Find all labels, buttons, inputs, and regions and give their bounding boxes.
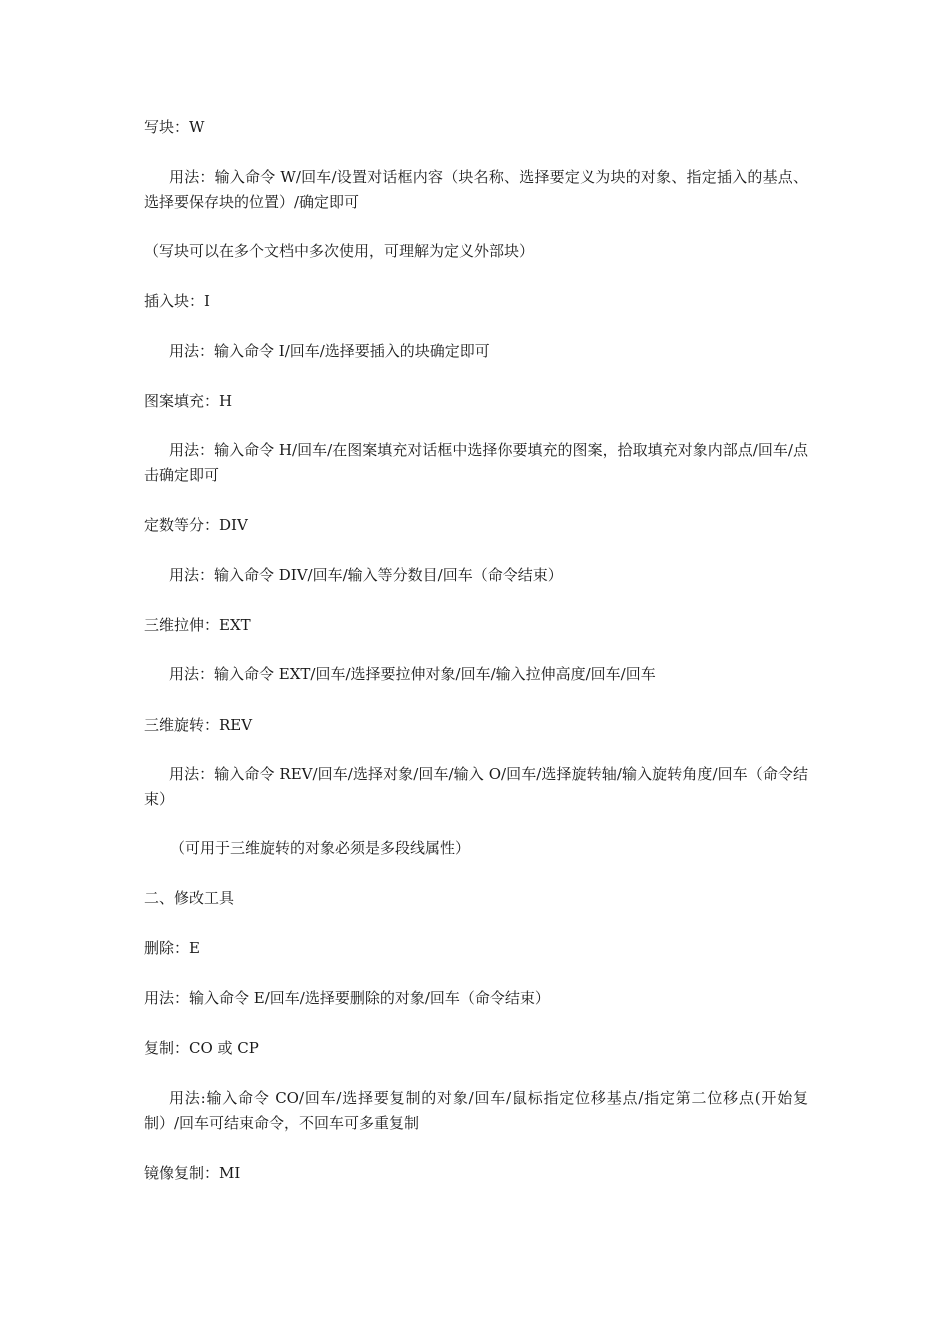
heading-hatch: 图案填充：H (144, 392, 233, 410)
usage-copy: 用法:输入命令 CO/回车/选择要复制的对象/回车/鼠标指定位移基点/指定第二位移点(开始复制）/回车可结束命令，不回车可多重复制 (144, 1089, 808, 1132)
usage-write-block: 用法：输入命令 W/回车/设置对话框内容（块名称、选择要定义为块的对象、指定插入的基点、选择要保存块的位置）/确定即可 (144, 168, 808, 211)
heading-mirror: 镜像复制：MI (144, 1164, 241, 1182)
note-write-block: （写块可以在多个文档中多次使用，可理解为定义外部块） (144, 242, 535, 260)
usage-divide: 用法：输入命令 DIV/回车/输入等分数目/回车（命令结束） (169, 566, 563, 584)
heading-write-block: 写块：W (144, 118, 205, 136)
heading-revolve: 三维旋转：REV (144, 716, 253, 734)
note-revolve: （可用于三维旋转的对象必须是多段线属性） (170, 839, 471, 857)
usage-hatch: 用法：输入命令 H/回车/在图案填充对话框中选择你要填充的图案，拾取填充对象内部点/回车/点击确定即可 (144, 441, 808, 484)
heading-extrude: 三维拉伸：EXT (144, 616, 251, 634)
usage-insert-block: 用法：输入命令 I/回车/选择要插入的块确定即可 (169, 342, 490, 360)
heading-erase: 删除：E (144, 939, 200, 957)
heading-insert-block: 插入块：I (144, 292, 210, 310)
heading-copy: 复制：CO 或 CP (144, 1039, 259, 1057)
heading-divide: 定数等分：DIV (144, 516, 248, 534)
usage-revolve: 用法：输入命令 REV/回车/选择对象/回车/输入 O/回车/选择旋转轴/输入旋转角度/回车（命令结束） (144, 765, 808, 808)
section-heading-modify-tools: 二、修改工具 (144, 889, 235, 907)
usage-extrude: 用法：输入命令 EXT/回车/选择要拉伸对象/回车/输入拉伸高度/回车/回车 (169, 665, 656, 683)
usage-erase: 用法：输入命令 E/回车/选择要删除的对象/回车（命令结束） (144, 989, 550, 1007)
